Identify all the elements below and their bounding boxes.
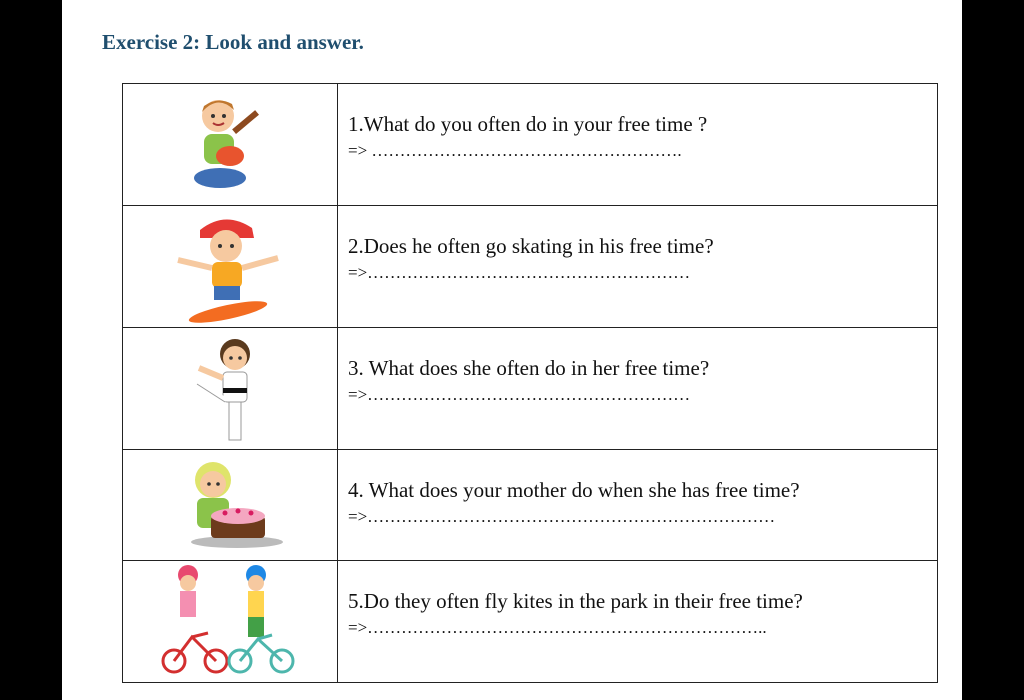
question-text: 5.Do they often fly kites in the park in their free time? xyxy=(348,589,803,613)
question-text: 4. What does your mother do when she has free time? xyxy=(348,478,800,502)
exercise-table xyxy=(122,83,938,683)
exercise-title: Exercise 2: Look and answer. xyxy=(102,30,364,54)
woman-baking-cake-picture xyxy=(175,456,285,554)
question-cell xyxy=(338,206,938,328)
table-row xyxy=(123,328,938,450)
question-cell xyxy=(338,561,938,683)
picture-cell xyxy=(123,450,338,561)
question-cell xyxy=(338,84,938,206)
table-row xyxy=(123,206,938,328)
question-text: 1.What do you often do in your free time ? xyxy=(348,112,708,136)
answer-line[interactable]: =>…………………………………………………………….. xyxy=(348,618,767,637)
boy-playing-guitar-picture xyxy=(180,90,280,200)
table-row xyxy=(123,84,938,206)
answer-line[interactable]: => ………………………………………………. xyxy=(348,141,682,160)
answer-line[interactable]: =>……………………………………………………………… xyxy=(348,507,776,526)
picture-cell xyxy=(123,206,338,328)
picture-cell xyxy=(123,84,338,206)
question-cell xyxy=(338,328,938,450)
kids-cycling-picture xyxy=(160,563,300,679)
boy-skateboarding-picture xyxy=(170,208,290,326)
picture-cell xyxy=(123,328,338,450)
question-cell xyxy=(338,450,938,561)
question-text: 2.Does he often go skating in his free time? xyxy=(348,234,714,258)
table-row xyxy=(123,561,938,683)
answer-line[interactable]: =>………………………………………………… xyxy=(348,385,691,404)
worksheet-page xyxy=(62,0,962,700)
picture-cell xyxy=(123,561,338,683)
question-text: 3. What does she often do in her free time? xyxy=(348,356,710,380)
girl-karate-picture xyxy=(185,334,275,446)
answer-line[interactable]: =>………………………………………………… xyxy=(348,263,691,282)
table-row xyxy=(123,450,938,561)
